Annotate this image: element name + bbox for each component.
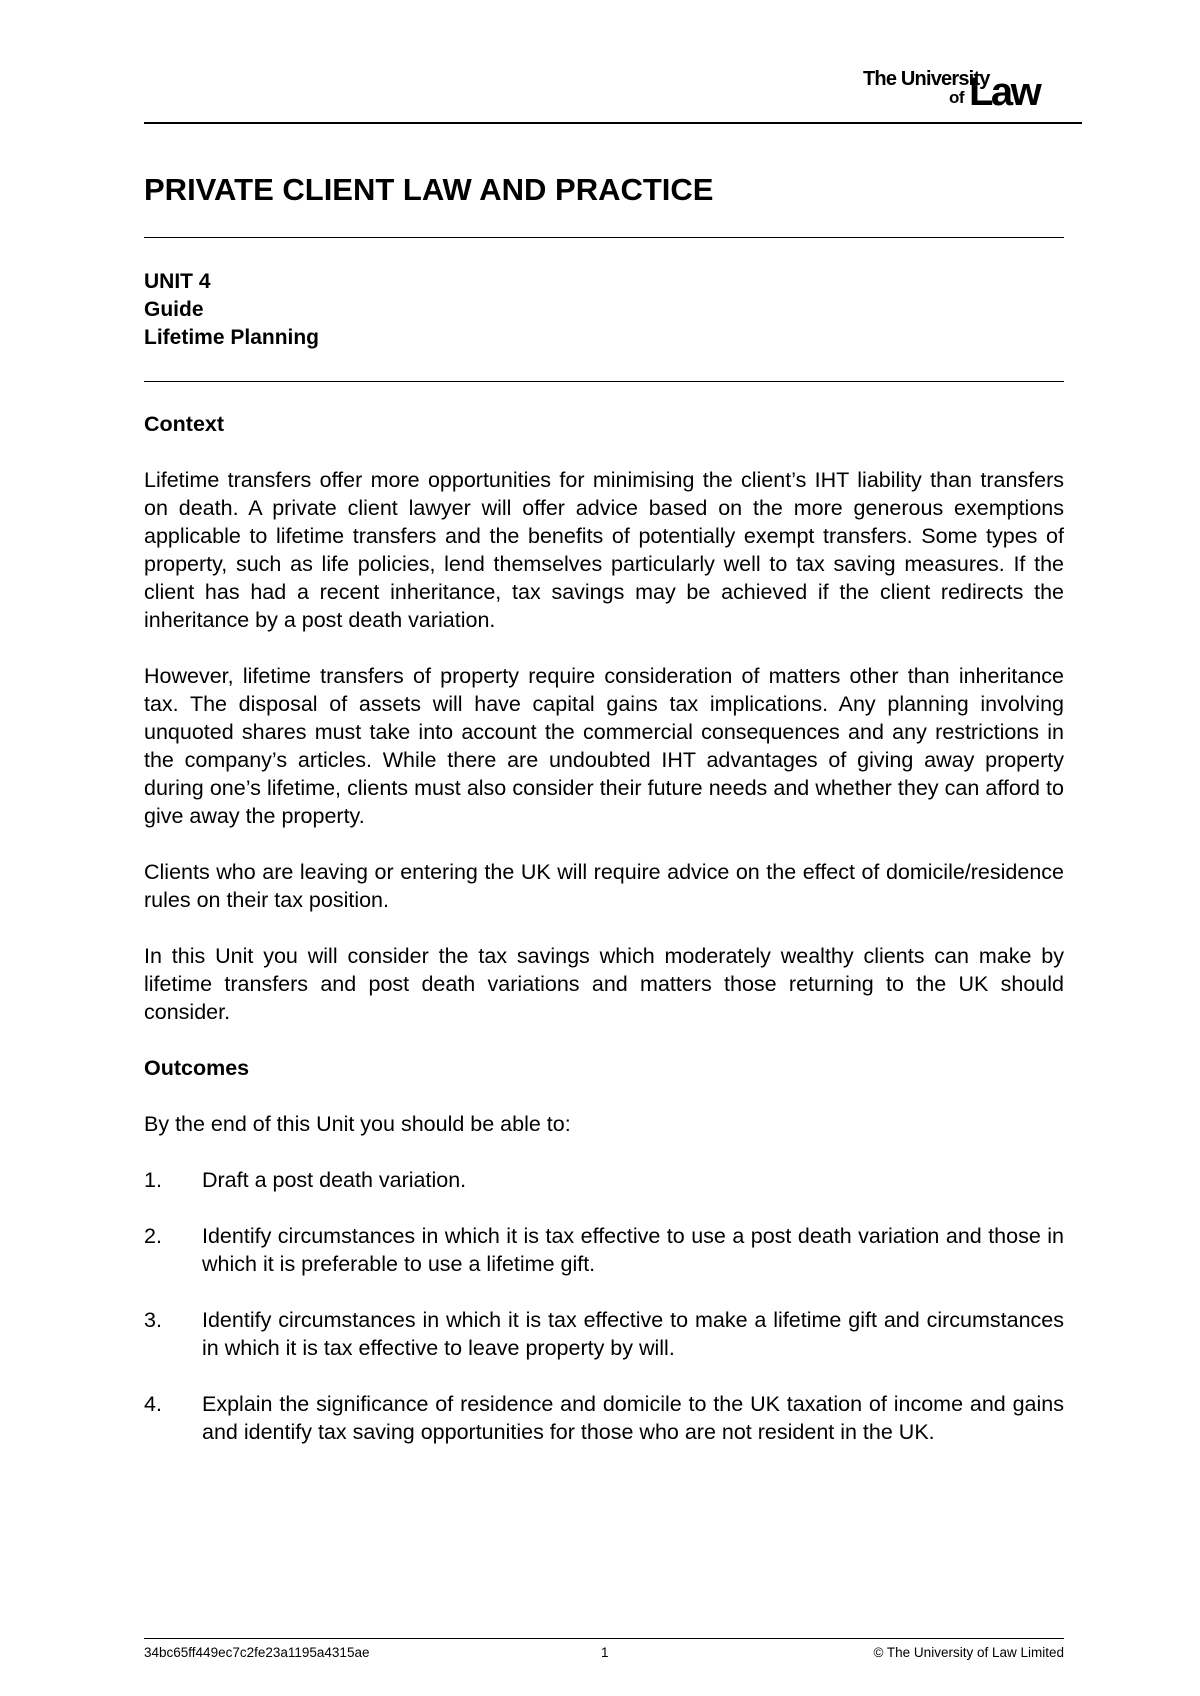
outcome-text: Identify circumstances in which it is tax effective to make a lifetime gift and circumstances in which it is tax effective to leave property by will. xyxy=(202,1308,1064,1360)
page-footer xyxy=(144,1638,1064,1665)
context-heading: Context xyxy=(144,412,225,436)
logo-text-university: The University xyxy=(863,68,990,90)
context-paragraph: Clients who are leaving or entering the UK will require advice on the effect of domicile/residence rules on their tax position. xyxy=(144,860,1064,912)
unit-name: Lifetime Planning xyxy=(144,326,320,349)
unit-number: UNIT 4 xyxy=(144,270,211,293)
outcome-number: 4. xyxy=(144,1392,162,1416)
title-divider xyxy=(144,237,1064,238)
header-divider xyxy=(144,122,1082,124)
outcome-number: 2. xyxy=(144,1224,162,1248)
context-paragraph: Lifetime transfers offer more opportunities for minimising the client’s IHT liability than transfers on death. A private client lawyer will offer advice based on the more generous exemptions applicable to lifetime transfers and the benefits of potentially exempt transfers. Some types of property, such as life policies, lend themselves particularly well to tax saving measures. If the client has had a recent inheritance, tax savings may be achieved if the client redirects the inheritance by a post death variation. xyxy=(144,468,1064,632)
copyright-notice: © The University of Law Limited xyxy=(873,1645,1064,1660)
outcome-text: Draft a post death variation. xyxy=(202,1168,467,1192)
outcomes-intro: By the end of this Unit you should be able to: xyxy=(144,1112,571,1136)
logo-text-law: Law xyxy=(969,70,1040,114)
main-content xyxy=(144,410,1064,1474)
document-id: 34bc65ff449ec7c2fe23a1195a4315ae xyxy=(144,1645,370,1660)
outcomes-heading: Outcomes xyxy=(144,1056,250,1080)
context-paragraph: In this Unit you will consider the tax savings which moderately wealthy clients can make by lifetime transfers and post death variations and matters those returning to the UK should consider. xyxy=(144,944,1064,1024)
outcome-number: 1. xyxy=(144,1168,162,1192)
outcome-text: Explain the significance of residence and domicile to the UK taxation of income and gains and identify tax saving opportunities for those who are not resident in the UK. xyxy=(202,1392,1064,1444)
outcome-text: Identify circumstances in which it is tax effective to use a post death variation and those in which it is preferable to use a lifetime gift. xyxy=(202,1224,1064,1276)
outcome-number: 3. xyxy=(144,1308,162,1332)
unit-type: Guide xyxy=(144,298,204,321)
outcome-item xyxy=(144,1166,1064,1194)
outcomes-list xyxy=(144,1166,1064,1446)
page-number: 1 xyxy=(601,1645,609,1660)
document-title: PRIVATE CLIENT LAW AND PRACTICE xyxy=(144,172,714,207)
university-logo xyxy=(863,66,1073,114)
logo-text-of: of xyxy=(949,88,965,107)
unit-block xyxy=(144,268,319,352)
outcome-item xyxy=(144,1306,1064,1362)
outcome-item xyxy=(144,1222,1064,1278)
outcome-item xyxy=(144,1390,1064,1446)
context-paragraph: However, lifetime transfers of property require consideration of matters other than inheritance tax. The disposal of assets will have capital gains tax implications. Any planning involving unquoted shares must take into account the commercial consequences and any restrictions in the company’s articles. While there are undoubted IHT advantages of giving away property during one’s lifetime, clients must also consider their future needs and whether they can afford to give away the property. xyxy=(144,664,1064,828)
unit-divider xyxy=(144,381,1064,382)
